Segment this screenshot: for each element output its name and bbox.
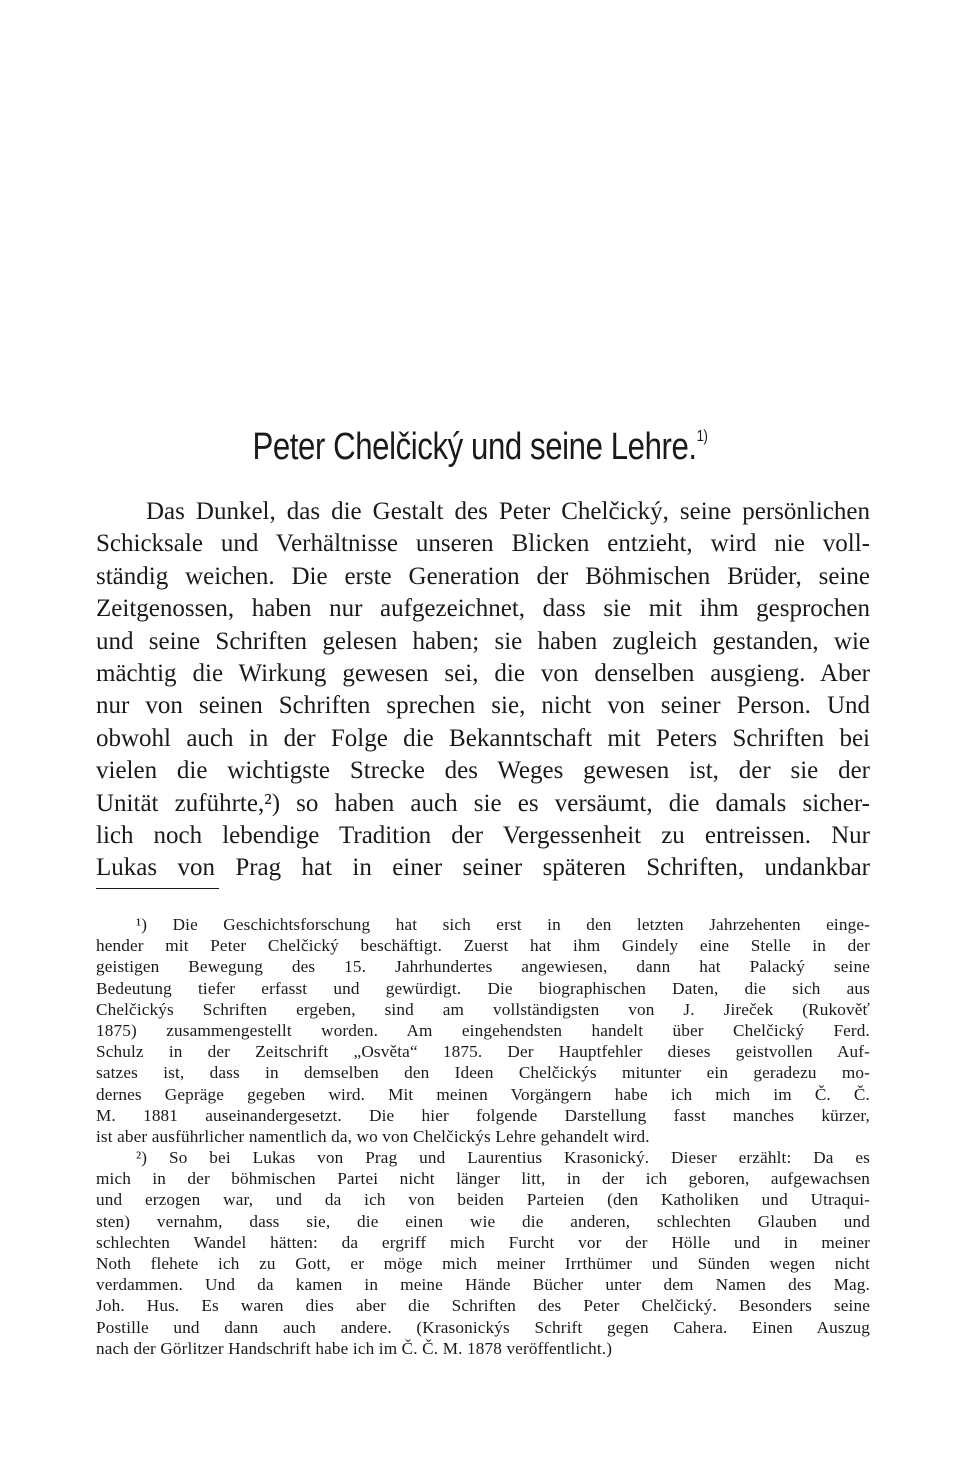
body-line: nur von seinen Schriften sprechen sie, nicht von seiner Person. Und xyxy=(96,692,870,720)
body-line: Schicksale und Verhältnisse unseren Blicken entzieht, wird nie voll- xyxy=(96,530,870,558)
footnote-line: schlechten Wandel hätten: da ergriff mich Furcht vor der Hölle und in meiner xyxy=(96,1232,870,1252)
footnote-line: 1875) zusammengestellt worden. Am eingehendsten handelt über Chelčický Ferd. xyxy=(96,1020,870,1040)
body-line: Das Dunkel, das die Gestalt des Peter Chelčický, seine persönlichen xyxy=(146,498,870,525)
footnote-line: Joh. Hus. Es waren dies aber die Schriften des Peter Chelčický. Besonders seine xyxy=(96,1296,870,1316)
footnote-line: verdammen. Und da kamen in meine Hände Bücher unter dem Namen des Mag. xyxy=(96,1275,870,1295)
page-title xyxy=(86,426,873,469)
footnote-line: Noth flehete ich zu Gott, er möge mich meiner Irrthümer und Sünden wegen nicht xyxy=(96,1254,870,1273)
footnote-line: hender mit Peter Chelčický beschäftigt. Zuerst hat ihm Gindely eine Stelle in der xyxy=(96,936,870,956)
body-line: mächtig die Wirkung gewesen sei, die von denselben ausgieng. Aber xyxy=(96,659,870,687)
footnote-line: dernes Gepräge gegeben wird. Mit meinen Vorgängern habe ich mich im Č. Č. xyxy=(96,1084,870,1104)
footnotes xyxy=(96,914,870,1359)
body-line: und seine Schriften gelesen haben; sie haben zugleich gestanden, wie xyxy=(96,627,870,655)
footnote-line: sten) vernahm, dass sie, die einen wie die anderen, schlechten Glauben und xyxy=(96,1211,870,1231)
footnote-line: geistigen Bewegung des 15. Jahrhundertes angewiesen, dann hat Palacký seine xyxy=(96,957,870,977)
body-line: Zeitgenossen, haben nur aufgezeichnet, dass sie mit ihm gesprochen xyxy=(96,595,870,623)
footnote-line: nach der Görlitzer Handschrift habe ich im Č. Č. M. 1878 veröffentlicht.) xyxy=(96,1338,613,1358)
footnote-line: Schulz in der Zeitschrift „Osvěta“ 1875. Der Hauptfehler dieses geistvollen Auf- xyxy=(96,1042,870,1062)
body-line: Unität zuführte,²) so haben auch sie es versäumt, die damals sicher- xyxy=(96,789,870,817)
body-line: vielen die wichtigste Strecke des Weges gewesen ist, der sie der xyxy=(96,757,870,785)
body-text xyxy=(96,496,870,885)
footnote-line: ¹) Die Geschichtsforschung hat sich erst in den letzten Jahrzehenten einge- xyxy=(136,915,870,934)
footnote-line: ²) So bei Lukas von Prag und Laurentius Krasonický. Dieser erzählt: Da es xyxy=(136,1148,870,1168)
title-footnote-marker: 1) xyxy=(696,428,708,445)
body-line: obwohl auch in der Folge die Bekanntschaft mit Peters Schriften bei xyxy=(96,724,870,752)
body-line: lich noch lebendige Tradition der Vergessenheit zu entreissen. Nur xyxy=(96,821,870,849)
body-line: Lukas von Prag hat in einer seiner späteren Schriften, undankbar xyxy=(96,854,870,882)
footnote-line: Postille und dann auch andere. (Krasonickýs Schrift gegen Cahera. Einen Auszug xyxy=(96,1317,870,1337)
footnote-line: satzes ist, dass in demselben den Ideen Chelčickýs mitunter ein geradezu mo- xyxy=(96,1063,870,1083)
footnote-divider xyxy=(96,888,219,889)
footnote-line: Chelčickýs Schriften ergeben, sind am vollständigsten von J. Jireček (Rukověť xyxy=(96,999,870,1019)
footnote-line: und erzogen war, und da ich von beiden Parteien (den Katholiken und Utraqui- xyxy=(96,1190,870,1210)
footnote-line: mich in der böhmischen Partei nicht länger litt, in der ich geboren, aufgewachsen xyxy=(96,1169,870,1189)
footnote-line: Bedeutung tiefer erfasst und gewürdigt. Die biographischen Daten, die sich aus xyxy=(96,978,870,998)
body-line: ständig weichen. Die erste Generation der Böhmischen Brüder, seine xyxy=(96,562,870,590)
footnote-line: ist aber ausführlicher namentlich da, wo von Chelčickýs Lehre gehandelt wird. xyxy=(96,1126,650,1146)
footnote-line: M. 1881 auseinandergesetzt. Die hier folgende Darstellung fasst manches kürzer, xyxy=(96,1105,870,1125)
title-text: Peter Chelčický und seine Lehre. xyxy=(252,426,697,468)
